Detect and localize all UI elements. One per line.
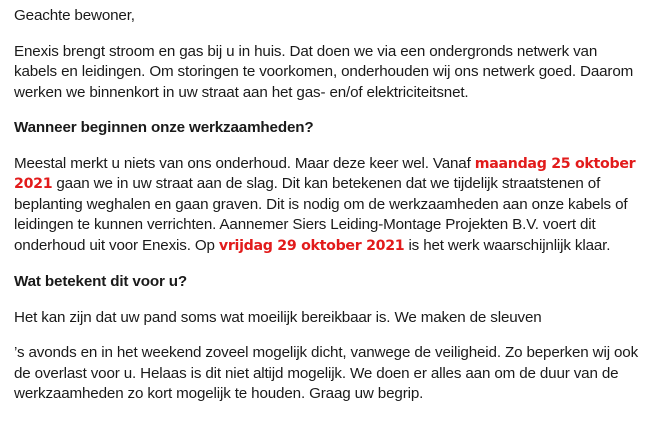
start-paragraph — [14, 154, 640, 257]
end-date: vrijdag 29 oktober 2021 — [218, 237, 405, 254]
start-date: maandag 25 oktober 2021 — [14, 155, 636, 192]
heading-start-works: Wanneer beginnen onze werkzaamheden? — [14, 119, 314, 136]
greeting: Geachte bewoner, — [14, 7, 135, 24]
meaning-paragraph: ’s avonds en in het weekend zoveel mogelijk dicht, vanwege de veiligheid. Zo beperken wij ook de overlast voor u. Helaas is dit niet altijd mogelijk. We doen er alles aan om de duur van de werkzaamheden zo kort mogelijk te houden. Graag uw begrip. — [14, 344, 639, 402]
start-text-part-3: is het werk waarschijnlijk klaar. — [404, 236, 611, 254]
heading-meaning: Wat betekent dit voor u? — [14, 273, 188, 290]
intro-paragraph: Enexis brengt stroom en gas bij u in huis. Dat doen we via een ondergronds netwerk van kabels en leidingen. Om storingen te voorkomen, onderhouden wij ons netwerk goed. Daarom werken we binnenkort in uw straat aan het gas- en/of elektriciteitsnet. — [14, 42, 634, 101]
start-text-part-1: Meestal merkt u niets van ons onderhoud. Maar deze keer wel. Vanaf — [14, 154, 475, 172]
start-text-part-2: gaan we in uw straat aan de slag. Dit kan betekenen dat we tijdelijk straatstenen of beplanting weghalen en gaan graven. Dit is nodig om de werkzaamheden aan onze kabels of leidingen te kunnen verrichten. Aannemer Siers Leiding-Montage Projekten B.V. voert dit onderhoud uit voor Enexis. Op — [14, 175, 628, 254]
letter-body — [14, 6, 640, 420]
meaning-line: Het kan zijn dat uw pand soms wat moeilijk bereikbaar is. We maken de sleuven — [14, 308, 542, 326]
